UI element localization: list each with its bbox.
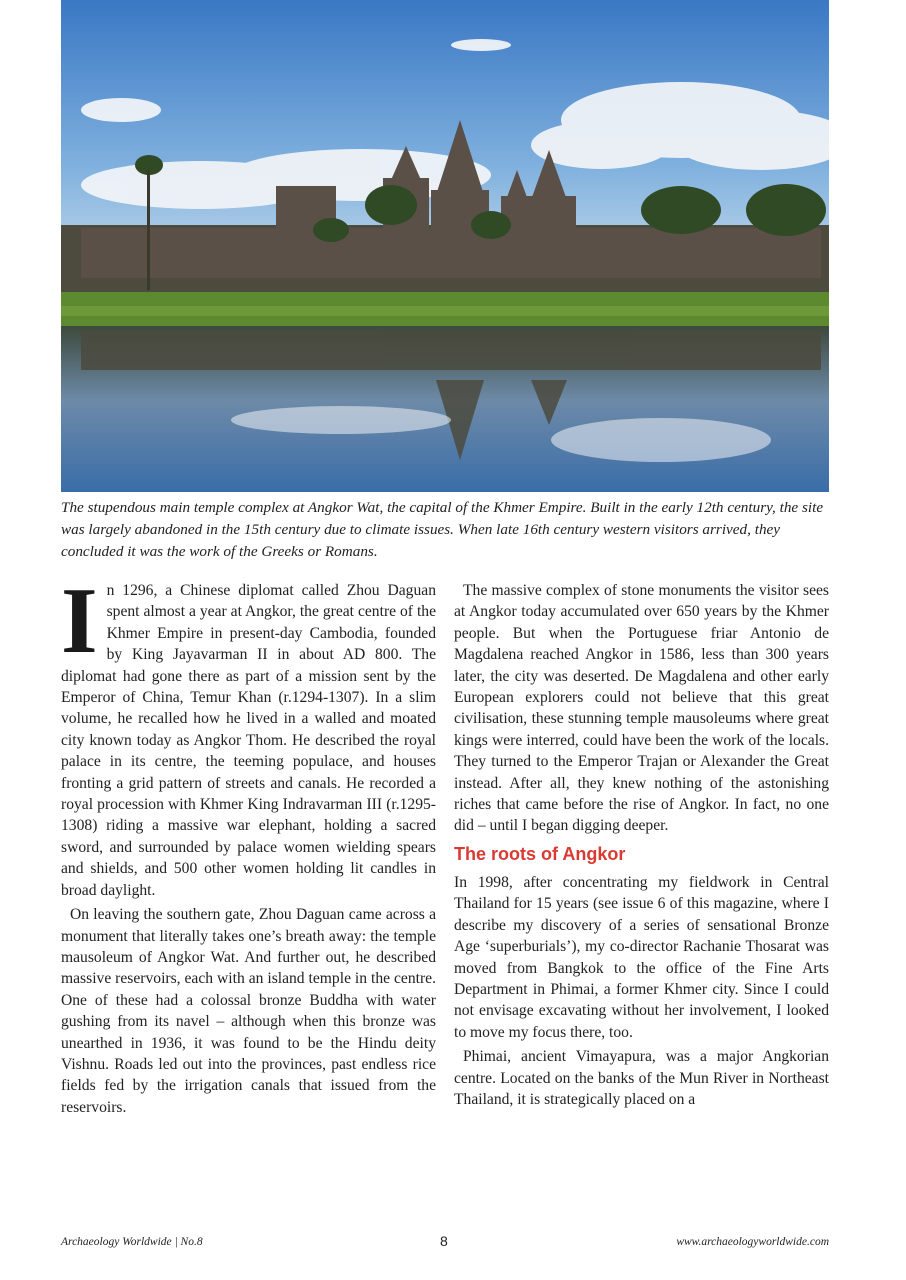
paragraph-phimai: Phimai, ancient Vimayapura, was a major Angkorian centre. Located on the banks of the Mun River in Northeast Thailand, it is strategically placed on a: [454, 1048, 829, 1108]
paragraph-intro: [61, 569, 436, 901]
angkor-wat-photo: [61, 0, 829, 492]
page-number: 8: [440, 1233, 448, 1249]
paragraph-intro-text: n 1296, a Chinese diplomat called Zhou Daguan spent almost a year at Angkor, the great centre of the Khmer Empire in present-day Cambodia, founded by King Jayavarman II in about AD 800. The diplomat had gone there as part of a mission sent by the Emperor of China, Temur Khan (r.1294-1307). In a slim volume, he recalled how he lived in a walled and moated city known today as Angkor Thom. He described the royal palace in its centre, the teeming populace, and houses fronting a grid pattern of streets and canals. He recorded a royal procession with Khmer King Indravarman III (r.1295-1308) riding a massive war elephant, holding a sacred sword, and surrounded by palace women wielding spears and shields, and 500 other women holding lit candles in broad daylight.: [61, 582, 436, 899]
paragraph-southern-gate: On leaving the southern gate, Zhou Daguan came across a monument that literally takes one’s breath away: the temple mausoleum of Angkor Wat. And further out, he described massive reservoirs, each with an island temple in the centre. One of these had a colossal bronze Buddha with water gushing from its navel – although when this bronze was unearthed in 1936, it was found to be the Hindu deity Vishnu. Roads led out into the provinces, past endless rice fields fed by the irrigation canals that issued from the reservoirs.: [61, 906, 436, 1116]
section-heading: The roots of Angkor: [454, 843, 626, 864]
drop-cap: I: [61, 569, 98, 673]
paragraph-fieldwork: In 1998, after concentrating my fieldwork in Central Thailand for 15 years (see issue 6 of this magazine, where I describe my discovery of a series of sensational Bronze Age ‘superburials’), my co-director Rachanie Thosarat was moved from Bangkok to the office of the Fine Arts Department in Phimai, a former Khmer city. Since I could not envisage excavating without her involvement, I looked to move my focus there, too.: [454, 873, 829, 1041]
paragraph-stone-monuments: The massive complex of stone monuments the visitor sees at Angkor today accumulated over 650 years by the Khmer people. But when the Portuguese friar Antonio de Magdalena reached Angkor in 1586, less than 300 years later, the city was deserted. De Magdalena and other early European explorers could not believe that this great civilisation, these stunning temple mausoleums where great kings were interred, could have been the work of the locals. They turned to the Emperor Trajan or Alexander the Great instead. After all, they knew nothing of the astonishing riches that came before the rise of Angkor. In fact, no one did – until I began digging deeper.: [454, 582, 829, 835]
footer-publication: Archaeology Worldwide | No.8: [61, 1236, 203, 1248]
article-column-left: [61, 569, 436, 1121]
photo-illustration: [61, 0, 829, 492]
photo-caption: The stupendous main temple complex at Angkor Wat, the capital of the Khmer Empire. Built in the early 12th century, the site was largely abandoned in the 15th century due to climate issues. When late 16th century western visitors arrived, they concluded it was the work of the Greeks or Romans.: [61, 499, 824, 560]
article-column-right: [454, 580, 829, 1113]
footer-url[interactable]: www.archaeologyworldwide.com: [676, 1236, 829, 1248]
